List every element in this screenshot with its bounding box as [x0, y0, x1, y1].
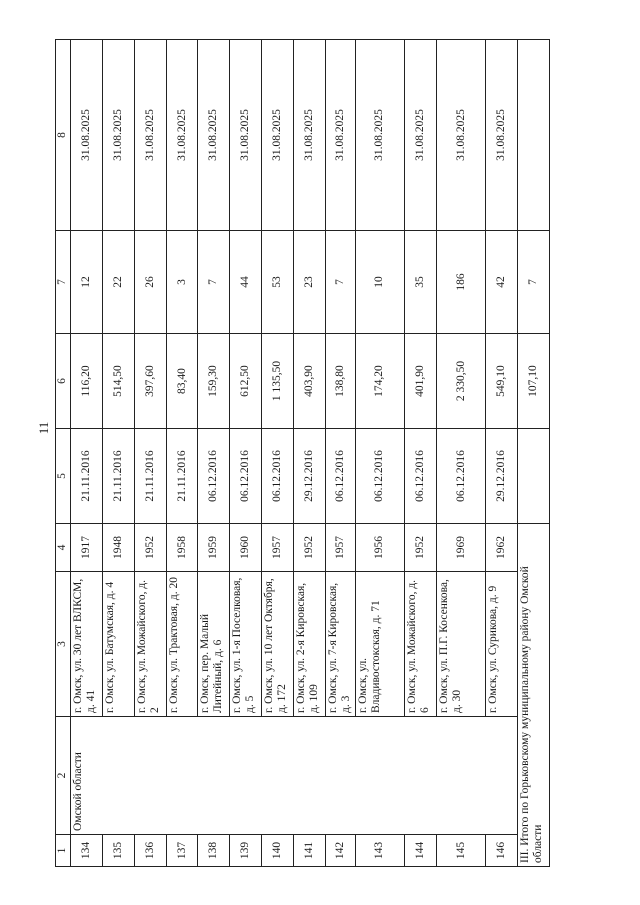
deadline-cell: 31.08.2025 [262, 40, 294, 231]
row-number: 136 [134, 835, 166, 867]
count-cell: 35 [405, 231, 437, 334]
address-cell: г. Омск, ул. 10 лет Октября, д. 172 [262, 572, 294, 717]
deadline-cell: 31.08.2025 [134, 40, 166, 231]
area-cell: 116,20 [71, 334, 103, 429]
address-cell: г. Омск, ул. Батумская, д. 4 [102, 572, 134, 717]
date-cell: 06.12.2016 [230, 429, 262, 524]
area-cell: 401,90 [405, 334, 437, 429]
total-empty-cell [518, 40, 550, 231]
deadline-cell: 31.08.2025 [405, 40, 437, 231]
deadline-cell: 31.08.2025 [294, 40, 326, 231]
row-number: 143 [355, 835, 404, 867]
area-cell: 403,90 [294, 334, 326, 429]
col-header-6: 6 [56, 334, 71, 429]
date-cell: 21.11.2016 [166, 429, 198, 524]
rotated-table-container [55, 40, 550, 867]
address-cell: г. Омск, ул. 30 лет ВЛКСМ, д. 41 [71, 572, 103, 717]
address-cell: г. Омск, ул. 1-я Поселковая, д. 5 [230, 572, 262, 717]
date-cell: 21.11.2016 [71, 429, 103, 524]
year-cell: 1958 [166, 524, 198, 572]
year-cell: 1952 [294, 524, 326, 572]
area-cell: 549,10 [486, 334, 518, 429]
count-cell: 53 [262, 231, 294, 334]
year-cell: 1960 [230, 524, 262, 572]
address-cell: г. Омск, ул. Можайского, д. 2 [134, 572, 166, 717]
row-number: 134 [71, 835, 103, 867]
region-cell: Омской области [71, 717, 518, 835]
count-cell: 3 [166, 231, 198, 334]
count-cell: 10 [355, 231, 404, 334]
deadline-cell: 31.08.2025 [486, 40, 518, 231]
table-row [71, 40, 103, 867]
count-cell: 26 [134, 231, 166, 334]
address-cell: г. Омск, пер. Малый Литейный, д. 6 [198, 572, 230, 717]
date-cell: 29.12.2016 [486, 429, 518, 524]
address-cell: г. Омск, ул. 7-я Кировская, д. 3 [325, 572, 355, 717]
count-cell: 23 [294, 231, 326, 334]
col-header-2: 2 [56, 717, 71, 835]
housing-table [55, 39, 550, 867]
count-cell: 22 [102, 231, 134, 334]
date-cell: 29.12.2016 [294, 429, 326, 524]
row-number: 137 [166, 835, 198, 867]
row-number: 144 [405, 835, 437, 867]
row-number: 142 [325, 835, 355, 867]
col-header-8: 8 [56, 40, 71, 231]
year-cell: 1952 [134, 524, 166, 572]
total-label: III. Итого по Горьковскому муниципальному району Омской области [518, 524, 550, 867]
row-number: 141 [294, 835, 326, 867]
col-header-4: 4 [56, 524, 71, 572]
address-cell: г. Омск, ул. Трактовая, д. 20 [166, 572, 198, 717]
row-number: 135 [102, 835, 134, 867]
year-cell: 1957 [262, 524, 294, 572]
header-row [56, 40, 71, 867]
count-cell: 42 [486, 231, 518, 334]
deadline-cell: 31.08.2025 [355, 40, 404, 231]
date-cell: 06.12.2016 [405, 429, 437, 524]
year-cell: 1917 [71, 524, 103, 572]
area-cell: 174,20 [355, 334, 404, 429]
area-cell: 514,50 [102, 334, 134, 429]
total-row [518, 40, 550, 867]
year-cell: 1952 [405, 524, 437, 572]
address-cell: г. Омск, ул. Можайского, д. 6 [405, 572, 437, 717]
year-cell: 1962 [486, 524, 518, 572]
count-cell: 44 [230, 231, 262, 334]
area-cell: 159,30 [198, 334, 230, 429]
deadline-cell: 31.08.2025 [436, 40, 485, 231]
count-cell: 7 [198, 231, 230, 334]
row-number: 138 [198, 835, 230, 867]
count-cell: 186 [436, 231, 485, 334]
address-cell: г. Омск, ул. 2-я Кировская, д. 109 [294, 572, 326, 717]
year-cell: 1948 [102, 524, 134, 572]
date-cell: 06.12.2016 [355, 429, 404, 524]
col-header-3: 3 [56, 572, 71, 717]
area-cell: 1 135,50 [262, 334, 294, 429]
page-number: 11 [36, 421, 51, 435]
date-cell: 21.11.2016 [102, 429, 134, 524]
row-number: 139 [230, 835, 262, 867]
address-cell: г. Омск, ул. Владивостокская, д. 71 [355, 572, 404, 717]
date-cell: 06.12.2016 [436, 429, 485, 524]
date-cell: 21.11.2016 [134, 429, 166, 524]
address-cell: г. Омск, ул. П.Г. Косенкова, д. 30 [436, 572, 485, 717]
year-cell: 1957 [325, 524, 355, 572]
row-number: 146 [486, 835, 518, 867]
date-cell: 06.12.2016 [198, 429, 230, 524]
deadline-cell: 31.08.2025 [198, 40, 230, 231]
total-empty-cell [518, 429, 550, 524]
row-number: 140 [262, 835, 294, 867]
deadline-cell: 31.08.2025 [102, 40, 134, 231]
count-cell: 7 [325, 231, 355, 334]
year-cell: 1969 [436, 524, 485, 572]
col-header-5: 5 [56, 429, 71, 524]
total-area: 107,10 [518, 334, 550, 429]
area-cell: 2 330,50 [436, 334, 485, 429]
col-header-1: 1 [56, 835, 71, 867]
deadline-cell: 31.08.2025 [325, 40, 355, 231]
total-count: 7 [518, 231, 550, 334]
deadline-cell: 31.08.2025 [71, 40, 103, 231]
count-cell: 12 [71, 231, 103, 334]
row-number: 145 [436, 835, 485, 867]
year-cell: 1959 [198, 524, 230, 572]
deadline-cell: 31.08.2025 [166, 40, 198, 231]
date-cell: 06.12.2016 [262, 429, 294, 524]
deadline-cell: 31.08.2025 [230, 40, 262, 231]
area-cell: 138,80 [325, 334, 355, 429]
address-cell: г. Омск, ул. Сурикова, д. 9 [486, 572, 518, 717]
date-cell: 06.12.2016 [325, 429, 355, 524]
year-cell: 1956 [355, 524, 404, 572]
area-cell: 397,60 [134, 334, 166, 429]
col-header-7: 7 [56, 231, 71, 334]
area-cell: 612,50 [230, 334, 262, 429]
area-cell: 83,40 [166, 334, 198, 429]
